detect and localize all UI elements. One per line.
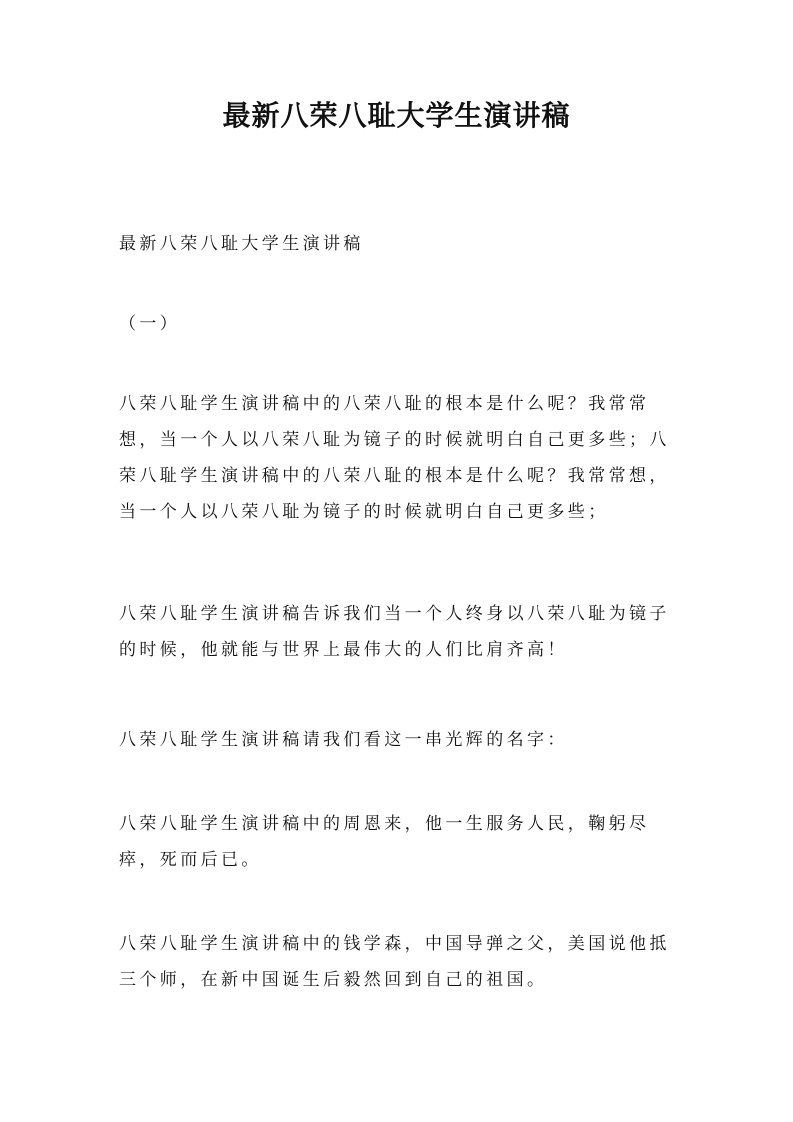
section-number: （一） — [119, 314, 181, 334]
body-paragraph: 八荣八耻学生演讲稿告诉我们当一个人终身以八荣八耻为镜子的时候，他就能与世界上最伟大的人们比肩齐高！ — [119, 604, 670, 660]
subtitle-paragraph: 最新八荣八耻大学生演讲稿 — [119, 234, 364, 254]
body-paragraph: 八荣八耻学生演讲稿中的周恩来，他一生服务人民，鞠躬尽瘁，死而后已。 — [119, 814, 650, 870]
document-title: 最新八荣八耻大学生演讲稿 — [222, 99, 571, 132]
body-paragraph: 八荣八耻学生演讲稿请我们看这一串光辉的名字： — [119, 730, 568, 750]
body-paragraph: 八荣八耻学生演讲稿中的钱学森，中国导弹之父，美国说他抵三个师，在新中国诞生后毅然回到自己的祖国。 — [119, 934, 670, 990]
body-paragraph: 八荣八耻学生演讲稿中的八荣八耻的根本是什么呢？我常常想，当一个人以八荣八耻为镜子的时候就明白自己更多些；八荣八耻学生演讲稿中的八荣八耻的根本是什么呢？我常常想，当一个人以八荣八耻为镜子的时候就明白自己更多些； — [119, 394, 670, 522]
